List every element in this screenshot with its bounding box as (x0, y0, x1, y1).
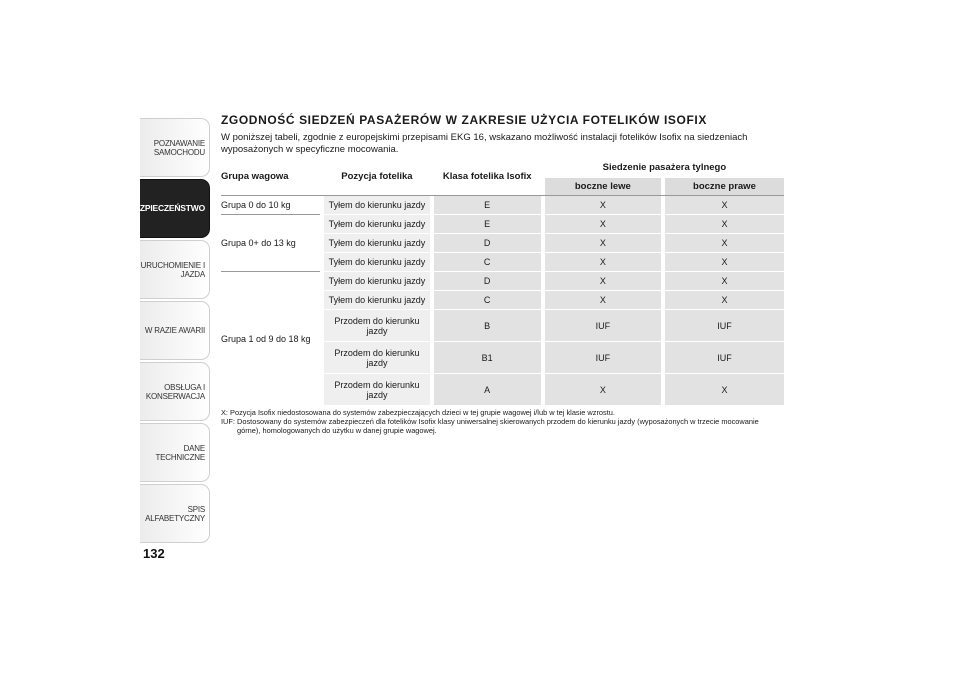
cell-boczne-lewe: X (545, 234, 661, 253)
table-row (221, 196, 784, 215)
section-tabs (128, 118, 210, 545)
page-title: ZGODNOŚĆ SIEDZEŃ PASAŻERÓW W ZAKRESIE UŻYCIA FOTELIKÓW ISOFIX (221, 113, 707, 127)
cell-boczne-lewe: X (545, 272, 661, 291)
tab-w-razie-awarii[interactable]: W RAZIE AWARII (140, 301, 210, 360)
cell-boczne-prawe: X (665, 234, 784, 253)
cell-klasa: B1 (434, 342, 541, 374)
cell-pozycja: Przodem do kierunku jazdy (324, 374, 429, 406)
tab-dane-techniczne[interactable]: DANE TECHNICZNE (140, 423, 210, 482)
isofix-table-body (221, 196, 784, 406)
cell-grupa-wagowa: Grupa 1 od 9 do 18 kg (221, 272, 320, 406)
cell-boczne-prawe: X (665, 374, 784, 406)
cell-klasa: E (434, 215, 541, 234)
header-pozycja-fotelika: Pozycja fotelika (341, 171, 413, 182)
cell-pozycja: Tyłem do kierunku jazdy (324, 272, 429, 291)
cell-pozycja: Tyłem do kierunku jazdy (324, 253, 429, 272)
footnotes (221, 408, 781, 435)
cell-boczne-lewe: X (545, 253, 661, 272)
page-number: 132 (143, 546, 165, 561)
tab-bezpieczenstwo[interactable]: BEZPIECZEŃSTWO (140, 179, 210, 238)
cell-pozycja: Tyłem do kierunku jazdy (324, 291, 429, 310)
cell-pozycja: Tyłem do kierunku jazdy (324, 234, 429, 253)
cell-boczne-lewe: X (545, 291, 661, 310)
cell-grupa-wagowa: Grupa 0 do 10 kg (221, 196, 320, 215)
header-klasa-fotelika: Klasa fotelika Isofix (442, 171, 532, 182)
cell-pozycja: Przodem do kierunku jazdy (324, 342, 429, 374)
header-boczne-prawe: boczne prawe (665, 178, 784, 196)
cell-klasa: B (434, 310, 541, 342)
intro-paragraph: W poniższej tabeli, zgodnie z europejskimi przepisami EKG 16, wskazano możliwość instalacji fotelików Isofix na siedzeniach wyposażonych w specyficzne mocowania. (221, 132, 748, 155)
cell-klasa: E (434, 196, 541, 215)
cell-pozycja: Przodem do kierunku jazdy (324, 310, 429, 342)
cell-boczne-prawe: X (665, 253, 784, 272)
cell-pozycja: Tyłem do kierunku jazdy (324, 215, 429, 234)
tab-poznawanie-samochodu[interactable]: POZNAWANIE SAMOCHODU (140, 118, 210, 177)
cell-boczne-lewe: X (545, 215, 661, 234)
cell-boczne-lewe: IUF (545, 342, 661, 374)
cell-boczne-prawe: X (665, 196, 784, 215)
tab-spis-alfabetyczny[interactable]: SPIS ALFABETYCZNY (140, 484, 210, 543)
cell-klasa: C (434, 253, 541, 272)
cell-boczne-lewe: IUF (545, 310, 661, 342)
table-row (221, 215, 784, 234)
cell-klasa: D (434, 234, 541, 253)
cell-grupa-wagowa: Grupa 0+ do 13 kg (221, 215, 320, 272)
header-siedzenie-tylne: Siedzenie pasażera tylnego (602, 162, 727, 173)
footnote-iuf: IUF: Dostosowany do systemów zabezpieczeń dla fotelików Isofix klasy uniwersalnej skierowanych przodem do kierunku jazdy (wyposażonych w trzecie mocowanie górne), homologowanych do użytku w danej grupie wagowej. (221, 417, 759, 435)
cell-boczne-lewe: X (545, 196, 661, 215)
cell-pozycja: Tyłem do kierunku jazdy (324, 196, 429, 215)
cell-klasa: C (434, 291, 541, 310)
cell-boczne-prawe: IUF (665, 310, 784, 342)
isofix-table (221, 158, 784, 405)
cell-klasa: D (434, 272, 541, 291)
cell-boczne-prawe: X (665, 215, 784, 234)
cell-klasa: A (434, 374, 541, 406)
header-grupa-wagowa: Grupa wagowa (221, 171, 289, 182)
tab-obsluga-konserwacja[interactable]: OBSŁUGA I KONSERWACJA (140, 362, 210, 421)
tab-uruchomienie-jazda[interactable]: URUCHOMIENIE I JAZDA (140, 240, 210, 299)
cell-boczne-prawe: X (665, 291, 784, 310)
header-boczne-lewe: boczne lewe (545, 178, 661, 196)
cell-boczne-prawe: X (665, 272, 784, 291)
main-content (221, 113, 781, 435)
footnote-x: X: Pozycja Isofix niedostosowana do systemów zabezpieczających dzieci w tej grupie wagowej i/lub w tej klasie wzrostu. (221, 408, 615, 417)
cell-boczne-prawe: IUF (665, 342, 784, 374)
cell-boczne-lewe: X (545, 374, 661, 406)
table-row (221, 272, 784, 291)
